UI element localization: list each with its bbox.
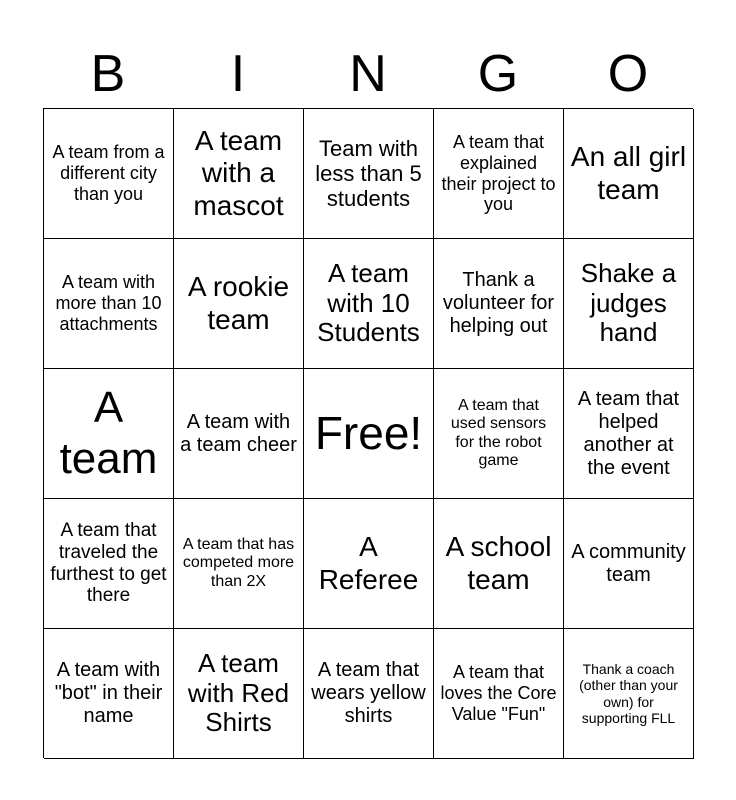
bingo-card-grid	[43, 108, 693, 758]
bingo-cell-r3-c1[interactable]	[44, 369, 174, 499]
bingo-cell-text: A school team	[445, 531, 552, 595]
bingo-cell-r3-c4[interactable]	[434, 369, 564, 499]
bingo-cell-text: Free!	[314, 407, 423, 460]
bingo-cell-text: An all girl team	[570, 141, 687, 205]
bingo-cell-text: A team with Red Shirts	[187, 647, 290, 738]
bingo-cell-text: A team that traveled the furthest to get there	[50, 519, 167, 607]
header-letter-n: N	[349, 45, 387, 103]
bingo-cell-text: A team that has competed more than 2X	[182, 535, 295, 590]
bingo-cell-r4-c3[interactable]	[304, 499, 434, 629]
bingo-cell-r3-c2[interactable]	[174, 369, 304, 499]
bingo-cell-r5-c5[interactable]	[564, 629, 694, 759]
bingo-cell-free[interactable]	[304, 369, 434, 499]
bingo-cell-r5-c4[interactable]	[434, 629, 564, 759]
bingo-cell-text: A team with a team cheer	[180, 410, 297, 456]
bingo-cell-r4-c5[interactable]	[564, 499, 694, 629]
bingo-cell-text: A team that helped another at the event	[577, 387, 680, 479]
bingo-cell-r1-c1[interactable]	[44, 109, 174, 239]
bingo-cell-text: A rookie team	[187, 271, 290, 335]
header-letter-o: O	[607, 45, 649, 103]
bingo-cell-r3-c5[interactable]	[564, 369, 694, 499]
bingo-cell-r2-c3[interactable]	[304, 239, 434, 369]
bingo-cell-text: A team with "bot" in their name	[54, 659, 163, 727]
bingo-cell-text: Thank a volunteer for helping out	[442, 269, 555, 337]
bingo-cell-text: A team that used sensors for the robot game	[450, 396, 547, 469]
bingo-cell-r2-c5[interactable]	[564, 239, 694, 369]
bingo-cell-text: Thank a coach (other than your own) for supporting FLL	[579, 661, 678, 726]
bingo-cell-text: A team with 10 Students	[317, 257, 420, 348]
bingo-cell-r1-c3[interactable]	[304, 109, 434, 239]
bingo-cell-text: A team that wears yellow shirts	[311, 659, 426, 727]
bingo-cell-r4-c1[interactable]	[44, 499, 174, 629]
bingo-cell-r1-c2[interactable]	[174, 109, 304, 239]
header-letter-g: G	[477, 45, 519, 103]
bingo-cell-r5-c3[interactable]	[304, 629, 434, 759]
header-letter-b: B	[90, 45, 126, 103]
bingo-cell-text: Team with less than 5 students	[315, 135, 422, 212]
bingo-cell-text: A team with more than 10 attachments	[55, 272, 162, 334]
bingo-cell-r5-c1[interactable]	[44, 629, 174, 759]
bingo-cell-r5-c2[interactable]	[174, 629, 304, 759]
bingo-cell-text: A team that loves the Core Value "Fun"	[440, 662, 557, 724]
bingo-cell-r4-c4[interactable]	[434, 499, 564, 629]
bingo-cell-r2-c1[interactable]	[44, 239, 174, 369]
bingo-cell-text: A Referee	[318, 531, 419, 595]
bingo-header	[43, 40, 693, 108]
bingo-cell-text: A community team	[571, 540, 686, 586]
header-letter-i: I	[230, 45, 246, 103]
bingo-cell-r2-c2[interactable]	[174, 239, 304, 369]
bingo-cell-text: A team with a mascot	[193, 125, 284, 221]
bingo-cell-r4-c2[interactable]	[174, 499, 304, 629]
bingo-cell-r1-c5[interactable]	[564, 109, 694, 239]
bingo-cell-text: A team from a different city than you	[52, 142, 165, 204]
bingo-cell-text: A team	[59, 382, 158, 483]
bingo-cell-text: Shake a judges hand	[580, 257, 677, 348]
bingo-cell-r2-c4[interactable]	[434, 239, 564, 369]
bingo-cell-r1-c4[interactable]	[434, 109, 564, 239]
bingo-cell-text: A team that explained their project to you	[441, 132, 556, 215]
